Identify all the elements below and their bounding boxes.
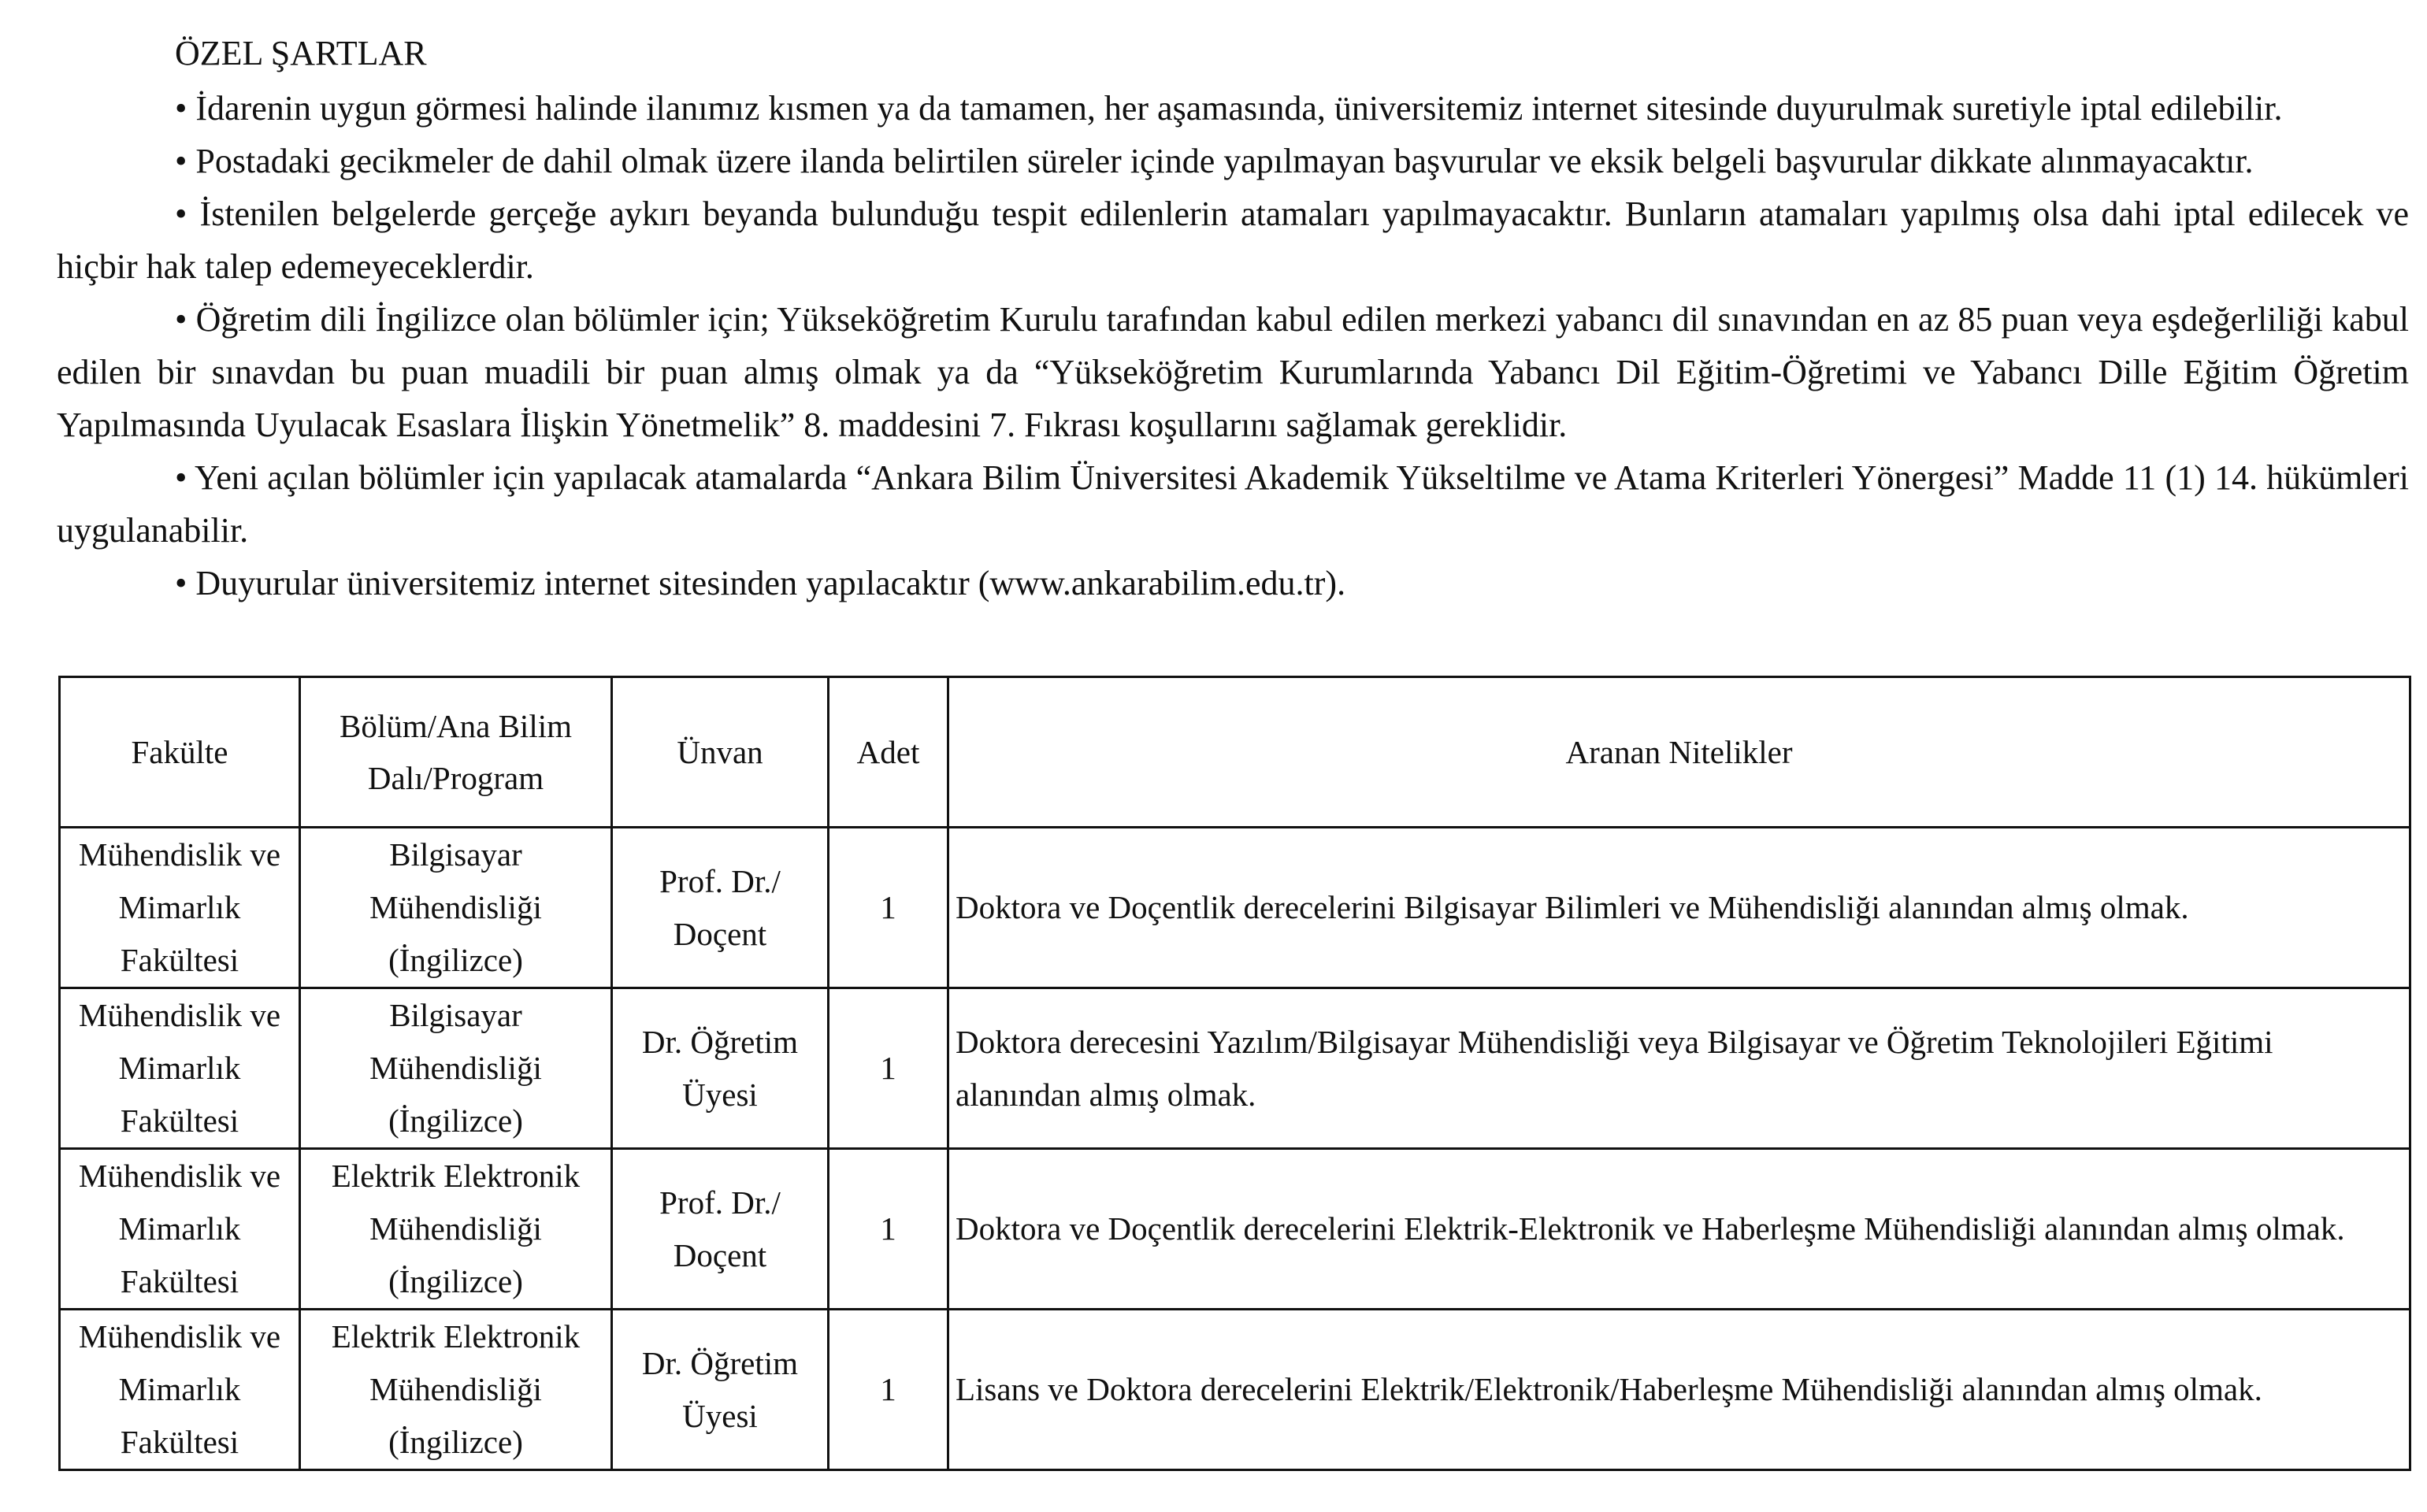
cell-faculty: Mühendislik ve Mimarlık Fakültesi xyxy=(60,1310,300,1470)
header-faculty: Fakülte xyxy=(60,677,300,828)
cell-faculty: Mühendislik ve Mimarlık Fakültesi xyxy=(60,988,300,1149)
header-title: Ünvan xyxy=(612,677,829,828)
cell-title: Dr. Öğretim Üyesi xyxy=(612,988,829,1149)
cell-faculty: Mühendislik ve Mimarlık Fakültesi xyxy=(60,828,300,988)
cell-department: Elektrik Elektronik Mühendisliği (İngilizce) xyxy=(300,1149,612,1310)
header-count: Adet xyxy=(829,677,948,828)
condition-item: • Duyurular üniversitemiz internet sitesinden yapılacaktır (www.ankarabilim.edu.tr). xyxy=(175,564,1346,602)
cell-qualifications: Lisans ve Doktora derecelerini Elektrik/Elektronik/Haberleşme Mühendisliği alanından almış olmak. xyxy=(948,1310,2410,1470)
condition-item: • Yeni açılan bölümler için yapılacak atamalarda “Ankara Bilim Üniversitesi Akademik Yükseltilme ve Atama Kriterleri Yönergesi” Madde 11 (1) 14. hükümleri uygulanabilir. xyxy=(57,458,2409,550)
cell-qualifications: Doktora ve Doçentlik derecelerini Bilgisayar Bilimleri ve Mühendisliği alanından almış olmak. xyxy=(948,828,2410,988)
condition-item: • İdarenin uygun görmesi halinde ilanımız kısmen ya da tamamen, her aşamasında, üniversitemiz internet sitesinde duyurulmak suretiyle iptal edilebilir. xyxy=(175,89,2283,128)
cell-qualifications: Doktora derecesini Yazılım/Bilgisayar Mühendisliği veya Bilgisayar ve Öğretim Teknolojileri Eğitimi alanından almış olmak. xyxy=(948,988,2410,1149)
table-row xyxy=(60,1310,2410,1470)
cell-title: Prof. Dr./ Doçent xyxy=(612,828,829,988)
condition-item: • İstenilen belgelerde gerçeğe aykırı beyanda bulunduğu tespit edilenlerin atamaları yapılmayacaktır. Bunların atamaları yapılmış olsa dahi iptal edilecek ve hiçbir hak talep edemeyeceklerdir. xyxy=(57,195,2409,286)
header-qualifications: Aranan Nitelikler xyxy=(948,677,2410,828)
special-conditions-list xyxy=(57,82,2409,610)
header-department: Bölüm/Ana Bilim Dalı/Program xyxy=(300,677,612,828)
cell-title: Prof. Dr./ Doçent xyxy=(612,1149,829,1310)
cell-department: Bilgisayar Mühendisliği (İngilizce) xyxy=(300,988,612,1149)
cell-count: 1 xyxy=(829,988,948,1149)
cell-count: 1 xyxy=(829,1149,948,1310)
cell-department: Elektrik Elektronik Mühendisliği (İngilizce) xyxy=(300,1310,612,1470)
cell-title: Dr. Öğretim Üyesi xyxy=(612,1310,829,1470)
table-row xyxy=(60,988,2410,1149)
table-row xyxy=(60,828,2410,988)
table-header-row xyxy=(60,677,2410,828)
condition-item: • Postadaki gecikmeler de dahil olmak üzere ilanda belirtilen süreler içinde yapılmayan başvurular ve eksik belgeli başvurular dikkate alınmayacaktır. xyxy=(175,142,2254,180)
special-conditions-heading: ÖZEL ŞARTLAR xyxy=(175,34,427,72)
cell-qualifications: Doktora ve Doçentlik derecelerini Elektrik-Elektronik ve Haberleşme Mühendisliği alanından almış olmak. xyxy=(948,1149,2410,1310)
cell-faculty: Mühendislik ve Mimarlık Fakültesi xyxy=(60,1149,300,1310)
positions-table xyxy=(58,676,2411,1471)
table-row xyxy=(60,1149,2410,1310)
cell-count: 1 xyxy=(829,828,948,988)
cell-count: 1 xyxy=(829,1310,948,1470)
condition-item: • Öğretim dili İngilizce olan bölümler için; Yükseköğretim Kurulu tarafından kabul edilen merkezi yabancı dil sınavından en az 85 puan veya eşdeğerliliği kabul edilen bir sınavdan bu puan muadili bir puan almış olmak ya da “Yükseköğretim Kurumlarında Yabancı Dil Eğitim-Öğretimi ve Yabancı Dille Eğitim Öğretim Yapılmasında Uyulacak Esaslara İlişkin Yönetmelik” 8. maddesini 7. Fıkrası koşullarını sağlamak gereklidir. xyxy=(57,300,2409,444)
cell-department: Bilgisayar Mühendisliği (İngilizce) xyxy=(300,828,612,988)
